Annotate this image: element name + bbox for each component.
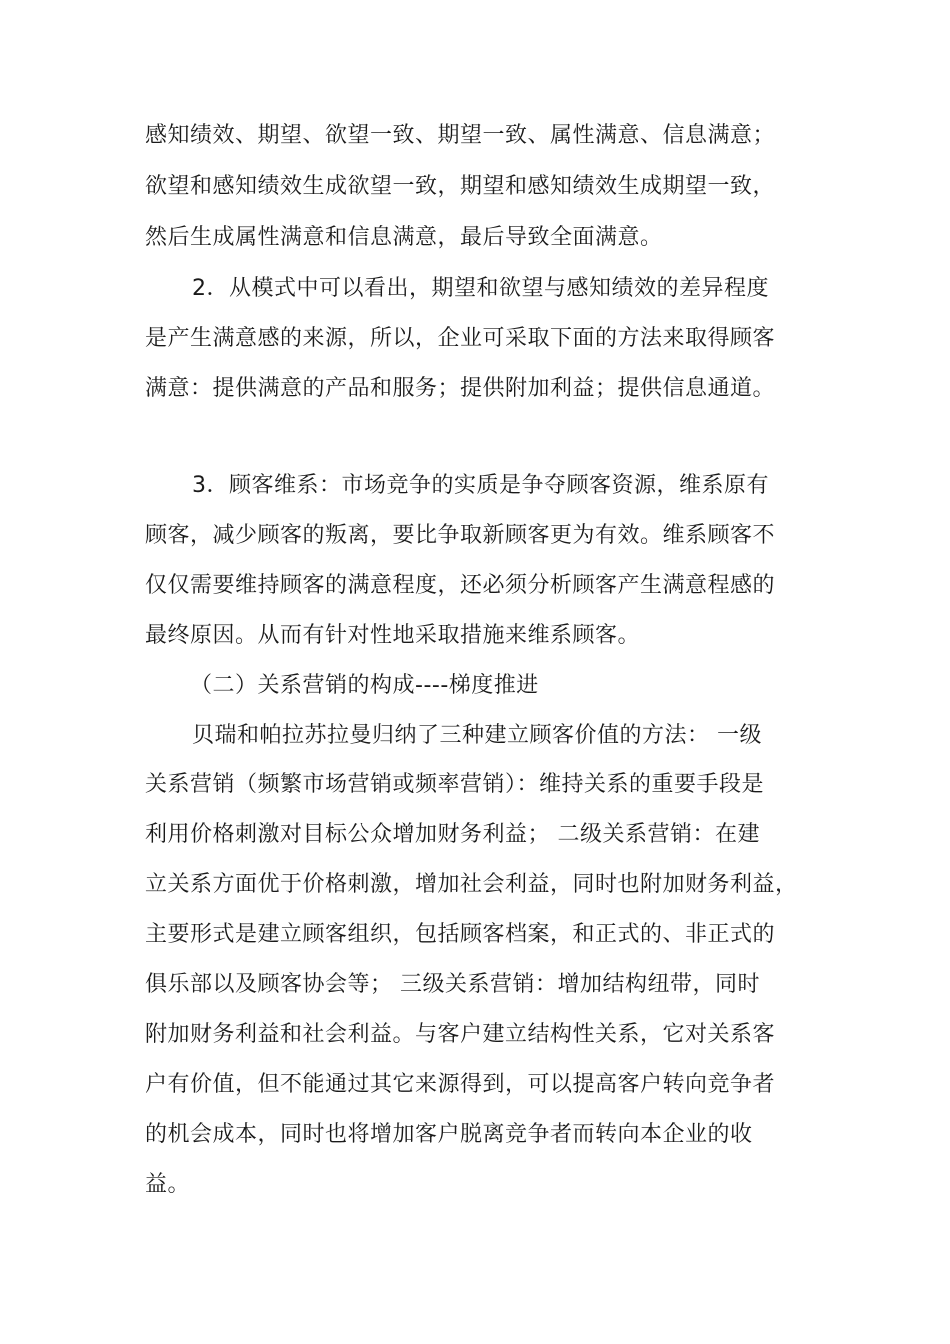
text-line-7: 3．顾客维系：市场竞争的实质是争夺顾客资源，维系原有 [192,473,769,498]
text-line-13: 关系营销（频繁市场营销或频率营销）：维持关系的重要手段是 [145,772,765,797]
text-line-10: 最终原因。从而有针对性地采取措施来维系顾客。 [145,623,641,648]
text-line-9: 仅仅需要维持顾客的满意程度，还必须分析顾客产生满意程感的 [145,573,776,598]
text-line-8: 顾客，减少顾客的叛离，要比争取新顾客更为有效。维系顾客不 [145,523,776,548]
text-line-17: 俱乐部以及顾客协会等； 三级关系营销：增加结构纽带，同时 [145,972,760,997]
text-line-20: 的机会成本，同时也将增加客户脱离竞争者而转向本企业的收 [145,1122,753,1147]
text-line-12: 贝瑞和帕拉苏拉曼归纳了三种建立顾客价值的方法： 一级 [192,723,762,748]
section-heading: （二）关系营销的构成----梯度推进 [190,673,539,698]
text-line-4: 2．从模式中可以看出，期望和欲望与感知绩效的差异程度 [192,276,769,301]
text-line-21: 益。 [145,1172,191,1197]
text-line-6: 满意：提供满意的产品和服务；提供附加利益；提供信息通道。 [145,376,776,401]
text-line-16: 主要形式是建立顾客组织，包括顾客档案，和正式的、非正式的 [145,922,776,947]
text-line-18: 附加财务利益和社会利益。与客户建立结构性关系，它对关系客 [145,1022,776,1047]
text-line-5: 是产生满意感的来源，所以，企业可采取下面的方法来取得顾客 [145,326,776,351]
text-line-15: 立关系方面优于价格刺激，增加社会利益，同时也附加财务利益， [145,872,798,897]
text-line-1: 感知绩效、期望、欲望一致、期望一致、属性满意、信息满意； [145,123,776,148]
text-line-3: 然后生成属性满意和信息满意，最后导致全面满意。 [145,225,663,250]
text-line-19: 户有价值，但不能通过其它来源得到，可以提高客户转向竞争者 [145,1072,776,1097]
text-line-2: 欲望和感知绩效生成欲望一致，期望和感知绩效生成期望一致， [145,174,776,199]
text-line-14: 利用价格刺激对目标公众增加财务利益； 二级关系营销：在建 [145,822,760,847]
